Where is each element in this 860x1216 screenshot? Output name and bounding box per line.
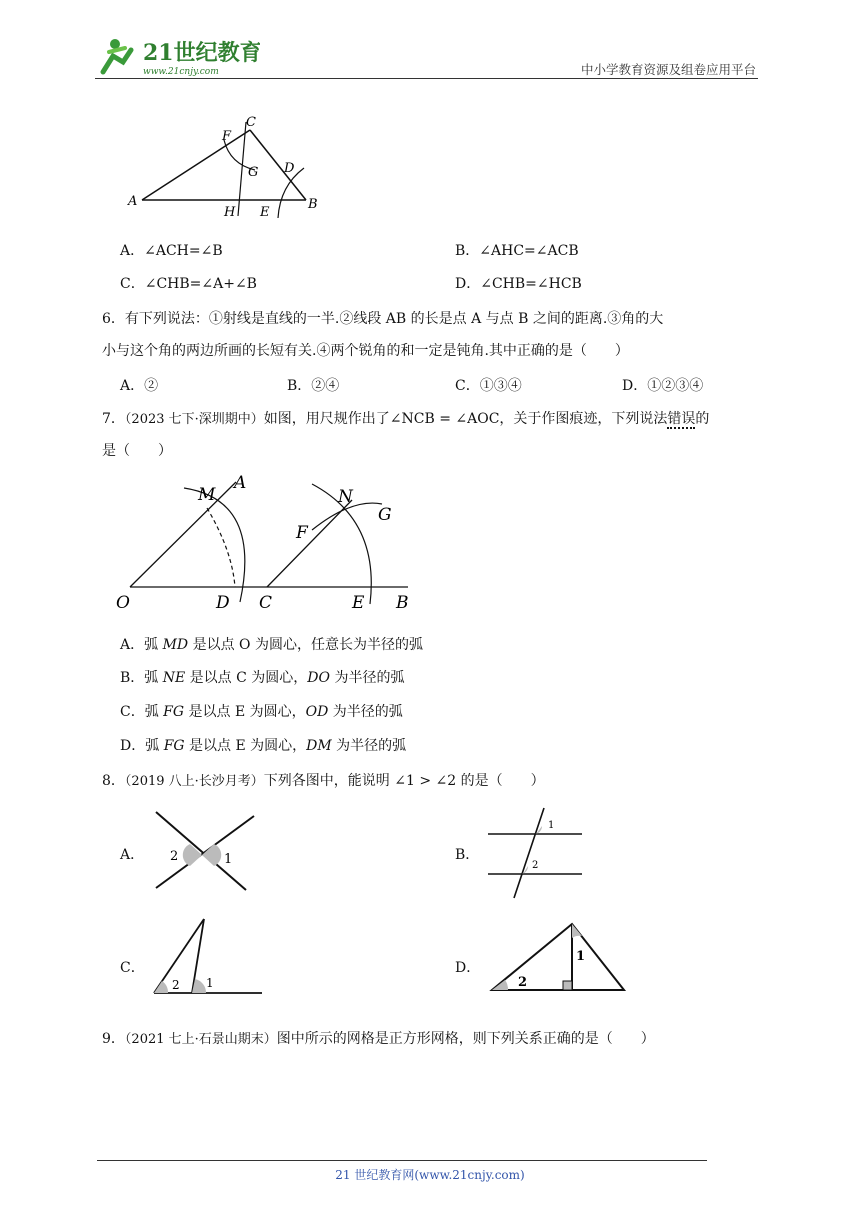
q5-option-b: B．∠AHC=∠ACB [455, 243, 579, 259]
q8-figure-a [150, 808, 260, 893]
q8-number: 8． [102, 773, 125, 789]
header-platform-text: 中小学教育资源及组卷应用平台 [580, 62, 756, 77]
fig7-label-f: F [296, 523, 308, 543]
q6-text-line1: 6．有下列说法：①射线是直线的一半.②线段 AB 的长是点 A 与点 B 之间的距离.③角的大 [102, 311, 664, 327]
fig5-label-c: C [246, 115, 256, 130]
fig5-label-g: G [248, 165, 259, 180]
fig5-label-d: D [284, 161, 295, 176]
fig7-label-e: E [352, 593, 365, 613]
q8-figure-c [152, 915, 264, 997]
fig7-label-c: C [259, 593, 273, 613]
q5-option-d: D．∠CHB=∠HCB [455, 276, 582, 292]
q9-source: （2021 七上·石景山期末） [124, 1032, 277, 1047]
fig7-label-d: D [216, 593, 230, 613]
q8-figure-b [486, 806, 586, 901]
q8-option-a-label: A． [120, 847, 145, 863]
fig5-label-a: A [128, 194, 138, 209]
q6-text-line2: 小与这个角的两边所画的长短有关.④两个锐角的和一定是钝角.其中正确的是（ ） [102, 343, 629, 359]
fig7-label-a: A [234, 473, 247, 493]
q9-question [102, 1029, 655, 1050]
q7-option-c: C．弧 FG 是以点 E 为圆心，OD 为半径的弧 [120, 704, 403, 720]
fig7-label-o: O [116, 593, 130, 613]
q7-source: （2023 七下·深圳期中） [124, 412, 264, 427]
svg-text:2: 2 [518, 975, 528, 990]
q7-figure [112, 470, 422, 615]
q5-figure [120, 108, 330, 223]
q8-option-d-label: D． [455, 960, 481, 976]
header-rule [95, 78, 758, 79]
q6-option-b: B．②④ [287, 378, 340, 394]
q6-option-c: C．①③④ [455, 378, 522, 394]
fig7-label-b: B [396, 593, 409, 613]
logo-url: www.21cnjy.com [143, 67, 219, 77]
q6-option-a: A．② [120, 378, 159, 394]
q7-question [102, 409, 709, 430]
q5-option-a: A．∠ACH=∠B [120, 243, 223, 259]
logo-text: 21世纪教育 [143, 40, 260, 66]
q7-text-end: 的 [695, 411, 710, 427]
q8-option-c-label: C． [120, 960, 145, 976]
svg-text:1: 1 [548, 820, 555, 831]
q6-option-d: D．①②③④ [622, 378, 704, 394]
svg-text:2: 2 [172, 978, 180, 992]
svg-text:1: 1 [206, 976, 214, 990]
svg-text:2: 2 [170, 849, 179, 864]
fig5-label-h: H [224, 205, 236, 220]
logo [95, 34, 260, 78]
q9-text: 图中所示的网格是正方形网格，则下列关系正确的是（ ） [276, 1031, 655, 1047]
q5-option-c: C．∠CHB=∠A+∠B [120, 276, 257, 292]
q8-question [102, 771, 545, 792]
svg-text:1: 1 [576, 949, 586, 964]
fig5-label-f: F [222, 129, 232, 144]
q7-text: 如图，用尺规作出了∠NCB = ∠AOC，关于作图痕迹，下列说法 [263, 411, 668, 427]
q8-option-b-label: B． [455, 847, 480, 863]
fig5-label-e: E [260, 205, 270, 220]
q7-option-d: D．弧 FG 是以点 E 为圆心，DM 为半径的弧 [120, 738, 407, 754]
fig7-label-m: M [198, 485, 216, 505]
q8-figure-d [488, 918, 628, 996]
q7-option-a: A．弧 MD 是以点 O 为圆心，任意长为半径的弧 [120, 637, 423, 653]
q7-number: 7． [102, 411, 125, 427]
footer-text[interactable]: 21 世纪教育网(www.21cnjy.com) [335, 1168, 525, 1182]
fig5-label-b: B [308, 197, 318, 212]
q9-number: 9． [102, 1031, 125, 1047]
svg-text:2: 2 [532, 860, 539, 871]
q7-emphasis: 错误 [667, 411, 696, 427]
q8-source: （2019 八上·长沙月考） [124, 774, 264, 789]
q7-option-b: B．弧 NE 是以点 C 为圆心，DO 为半径的弧 [120, 670, 405, 686]
footer-rule [97, 1160, 707, 1161]
q8-text: 下列各图中，能说明 ∠1 > ∠2 的是（ ） [263, 773, 545, 789]
svg-text:1: 1 [224, 852, 233, 867]
runner-logo-icon [95, 34, 260, 78]
fig7-label-g: G [378, 505, 392, 525]
fig7-label-n: N [338, 487, 353, 507]
q7-text-line2: 是（ ） [102, 443, 172, 459]
